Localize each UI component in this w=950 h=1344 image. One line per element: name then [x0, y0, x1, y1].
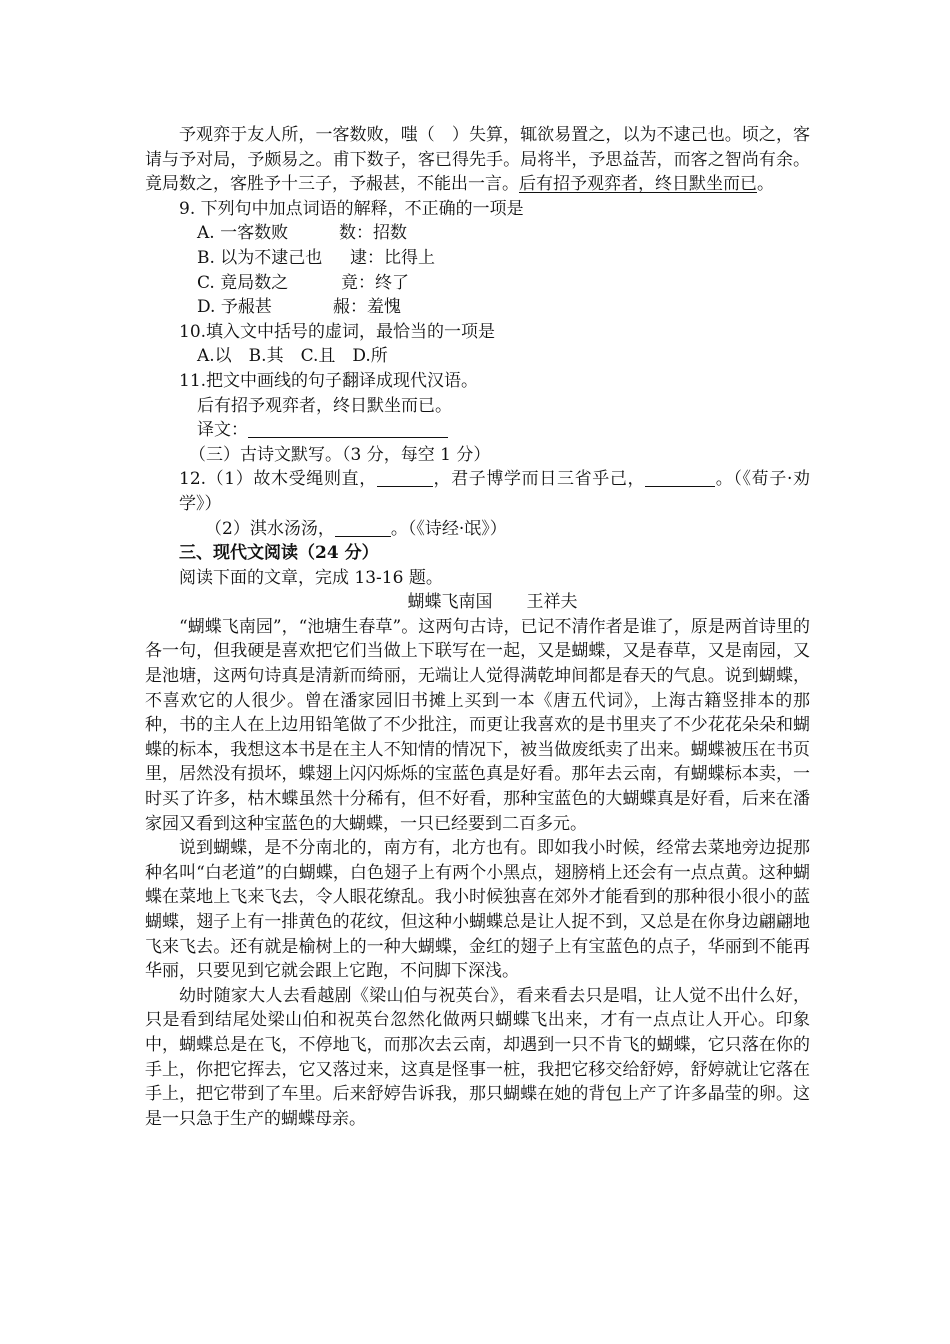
article-paragraph-3: 幼时随家大人去看越剧《梁山伯与祝英台》，看来看去只是唱，让人觉不出什么好，只是看到结尾处梁山伯和祝英台忽然化做两只蝴蝶飞出来，才有一点点让人开心。印象中，蝴蝶总是在飞，不停地飞，而那次去云南，却遇到一只不肯飞的蝴蝶，它只落在你的手上，你把它挥去，它又落过来，这真是怪事一桩，我把它移交给舒婷，舒婷就让它落在手上，把它带到了车里。后来舒婷告诉我，那只蝴蝶在她的背包上产了许多晶莹的卵。这是一只急于生产的蝴蝶母亲。: [145, 985, 810, 1129]
q12-blank-3[interactable]: [335, 518, 391, 537]
option-d-sentence: D. 予赧甚: [197, 297, 272, 318]
option-a-sentence: A. 一客数败: [197, 223, 289, 244]
q12-part1-c: 。（《荀子·劝学》）: [179, 469, 811, 514]
question-9-option-c: [145, 271, 810, 296]
option-c-gloss: 竟：终了: [341, 272, 409, 293]
question-10-stem: 10.填入文中括号的虚词，最恰当的一项是: [179, 321, 496, 342]
q12-blank-1[interactable]: [377, 468, 433, 487]
option-b-sentence: B. 以为不逮己也: [197, 247, 323, 268]
document-page: [145, 123, 810, 1131]
q12-part1-b: ，君子博学而日三省乎己，: [432, 469, 646, 490]
q12-blank-2[interactable]: [645, 468, 715, 487]
question-10-options: A.以 B.其 C.且 D.所: [197, 346, 388, 367]
question-9-stem: 9. 下列句中加点词语的解释，不正确的一项是: [179, 198, 524, 219]
question-9-option-a: [145, 221, 810, 246]
option-b-gloss: 逮：比得上: [350, 247, 435, 268]
section-3-heading: （三）古诗文默写。（3 分，每空 1 分）: [189, 444, 491, 465]
option-c-sentence: C. 竟局数之: [197, 272, 289, 293]
option-d-gloss: 赧：羞愧: [333, 297, 401, 318]
article-author: 王祥夫: [526, 592, 578, 613]
question-9-option-b: [145, 246, 810, 271]
q12-part2-a: （2）淇水汤汤，: [205, 518, 335, 539]
option-a-gloss: 数：招数: [339, 223, 407, 244]
classical-passage: [145, 123, 810, 197]
part-3-instruction: 阅读下面的文章，完成 13-16 题。: [179, 567, 443, 588]
question-11-stem: 11.把文中画线的句子翻译成现代汉语。: [179, 370, 479, 391]
q12-part2-b: 。（《诗经·氓》）: [390, 518, 507, 539]
classical-passage-end: 。: [757, 174, 774, 195]
article-heading: [145, 590, 810, 615]
translation-blank[interactable]: [248, 419, 448, 438]
article-paragraph-1: “蝴蝶飞南园”，“池塘生春草”。这两句古诗，已记不清作者是谁了，原是两首诗里的各一句，但我硬是喜欢把它们当做上下联写在一起，又是蝴蝶，又是春草，又是南园，又是池塘，这两句诗真是清新而绮丽，无端让人觉得满乾坤间都是春天的气息。说到蝴蝶，不喜欢它的人很少。曾在潘家园旧书摊上买到一本《唐五代词》，上海古籍竖排本的那种，书的主人在上边用铅笔做了不少批注，而更让我喜欢的是书里夹了不少花花朵朵和蝴蝶的标本，我想这本书是在主人不知情的情况下，被当做废纸卖了出来。蝴蝶被压在书页里，居然没有损坏，蝶翅上闪闪烁烁的宝蓝色真是好看。那年去云南，有蝴蝶标本卖，一时买了许多，枯木蝶虽然十分稀有，但不好看，那种宝蓝色的大蝴蝶真是好看，后来在潘家园又看到这种宝蓝色的大蝴蝶，一只已经要到二百多元。: [145, 616, 810, 834]
article-title: 蝴蝶飞南国: [407, 592, 493, 613]
question-11-sentence: 后有招予观弈者，终日默坐而已。: [197, 395, 452, 416]
question-12-part-2: [145, 517, 810, 542]
question-9-option-d: [145, 295, 810, 320]
part-3-heading: 三、现代文阅读（24 分）: [179, 543, 379, 564]
answer-label: 译文：: [197, 420, 248, 441]
article-paragraph-2: 说到蝴蝶，是不分南北的，南方有，北方也有。即如我小时候，经常去菜地旁边捉那种名叫“白老道”的白蝴蝶，白色翅子上有两个小黑点，翅膀梢上还会有一点点黄。这种蝴蝶在菜地上飞来飞去，令人眼花缭乱。我小时候独喜在郊外才能看到的那种很小很小的蓝蝴蝶，翅子上有一排黄色的花纹，但这种小蝴蝶总是让人捉不到，又总是在你身边翩翩地飞来飞去。还有就是榆树上的一种大蝴蝶，金红的翅子上有宝蓝色的点子，华丽到不能再华丽，只要见到它就会跟上它跑，不问脚下深浅。: [145, 838, 810, 982]
question-12-part-1: [145, 467, 810, 516]
q12-part1-a: 12.（1）故木受绳则直，: [179, 469, 377, 490]
underlined-sentence: 后有招予观弈者，终日默坐而已: [519, 174, 757, 195]
classical-passage-text: 予观弈于友人所，一客数败，嗤（ ）失算，辄欲易置之，以为不逮己也。顷之，客请与予对局，予颇易之。甫下数子，客已得先手。局将半，予思益苦，而客之智尚有余。竟局数之，客胜予十三子，予赧甚，不能出一言。: [145, 125, 810, 195]
question-11-answer: [145, 418, 810, 443]
